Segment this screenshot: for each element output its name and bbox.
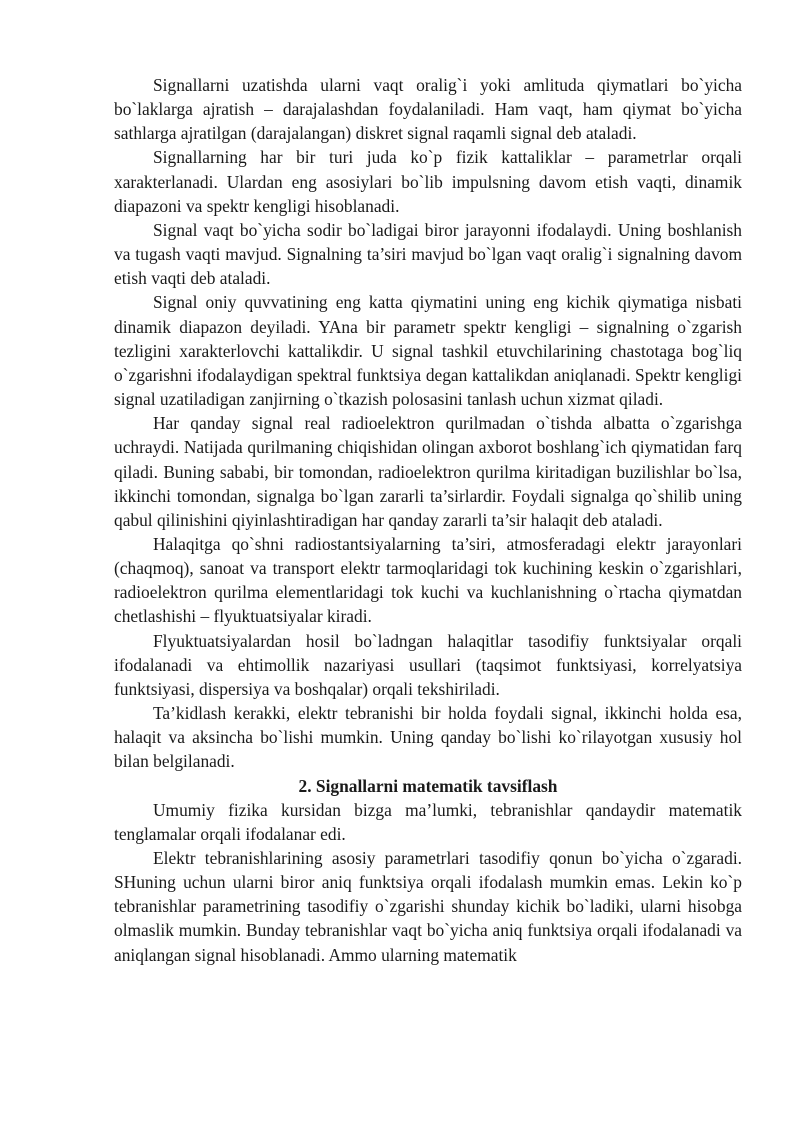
section-heading: 2. Signallarni matematik tavsiflash: [298, 775, 558, 796]
paragraph-interference-sources: Halaqitga qo`shni radiostantsiyalarning ta’siri, atmosferadagi elektr jarayonlari (chaqmoq), sanoat va transport elektr tarmoqlaridagi tok kuchining keskin o`zgarishlari, radioelektron qurilma elementlaridagi tok kuchi va kuchlanishning o`rtacha qiymatdan chetlashishi – flyuktuatsiyalar kiradi.: [114, 533, 742, 627]
document-page: [114, 73, 742, 967]
paragraph-distortion: Har qanday signal real radioelektron qurilmadan o`tishda albatta o`zgarishga uchraydi. Natijada qurilmaning chiqishidan olingan axborot boshlang`ich qiymatidan farq qiladi. Buning sababi, bir tomondan, radioelektron qurilma kiritadigan buzilishlar bo`lsa, ikkinchi tomondan, signalga bo`lgan zararli ta’sirlardir. Foydali signalga qo`shilib uning qabul qilinishini qiyinlashtiradigan har qanday zararli ta’sir halaqit deb ataladi.: [114, 413, 742, 530]
paragraph-signal-or-noise: Ta’kidlash kerakki, elektr tebranishi bir holda foydali signal, ikkinchi holda esa, halaqit va aksincha bo`lishi mumkin. Uning qanday bo`lishi ko`rilayotgan xususiy hol bilan belgilanadi.: [114, 703, 742, 772]
paragraph-quantization: Signallarni uzatishda ularni vaqt oralig`i yoki amlituda qiymatlari bo`yicha bo`laklarga ajratish – darajalashdan foydalaniladi. Ham vaqt, ham qiymat bo`yicha sathlarga ajratilgan (darajalangan) diskret signal raqamli signal deb ataladi.: [114, 75, 742, 144]
paragraph-fluctuations: Flyuktuatsiyalardan hosil bo`ladngan halaqitlar tasodifiy funktsiyalar orqali ifodalanadi va ehtimollik nazariyasi usullari (taqsimot funktsiyasi, korrelyatsiya funktsiyasi, dispersiya va boshqalar) orqali tekshiriladi.: [114, 630, 742, 699]
paragraph-oscillation-parameters: Elektr tebranishlarining asosiy parametrlari tasodifiy qonun bo`yicha o`zgaradi. SHuning uchun ularni biror aniq funktsiya orqali ifodalash mumkin emas. Lekin ko`p tebranishlar parametrining tasodifiy o`zgarishi shunday kichik bo`ladiki, ularni hisobga olmaslik mumkin. Bunday tebranishlar vaqt bo`yicha aniq funktsiya orqali ifodalanadi va aniqlangan signal hisoblanadi. Ammo ularning matematik: [114, 848, 742, 965]
paragraph-signal-parameters: Signallarning har bir turi juda ko`p fizik kattaliklar – parametrlar orqali xarakterlanadi. Ulardan eng asosiylari bo`lib impulsning davom etish vaqti, dinamik diapazoni va spektr kengligi hisoblanadi.: [114, 147, 742, 216]
paragraph-physics-course: Umumiy fizika kursidan bizga ma’lumki, tebranishlar qandaydir matematik tenglamalar orqali ifodalanar edi.: [114, 799, 742, 844]
paragraph-signal-duration: Signal vaqt bo`yicha sodir bo`ladigai biror jarayonni ifodalaydi. Uning boshlanish va tugash vaqti mavjud. Signalning ta’siri mavjud bo`lgan vaqt oralig`i signalning davom etish vaqti deb ataladi.: [114, 219, 742, 289]
paragraph-dynamic-range: Signal oniy quvvatining eng katta qiymatini uning eng kichik qiymatiga nisbati dinamik diapazon deyiladi. YAna bir parametr spektr kengligi – signalning o`zgarish tezligini xarakterlovchi kattalikdir. U signal tashkil etuvchilarining chastotaga bog`liq o`zgarishni ifodalaydigan spektral funktsiya degan kattalikdan aniqlanadi. Spektr kengligi signal uzatiladigan zanjirning o`tkazish polosasini tanlash uchun xizmat qiladi.: [114, 292, 742, 410]
